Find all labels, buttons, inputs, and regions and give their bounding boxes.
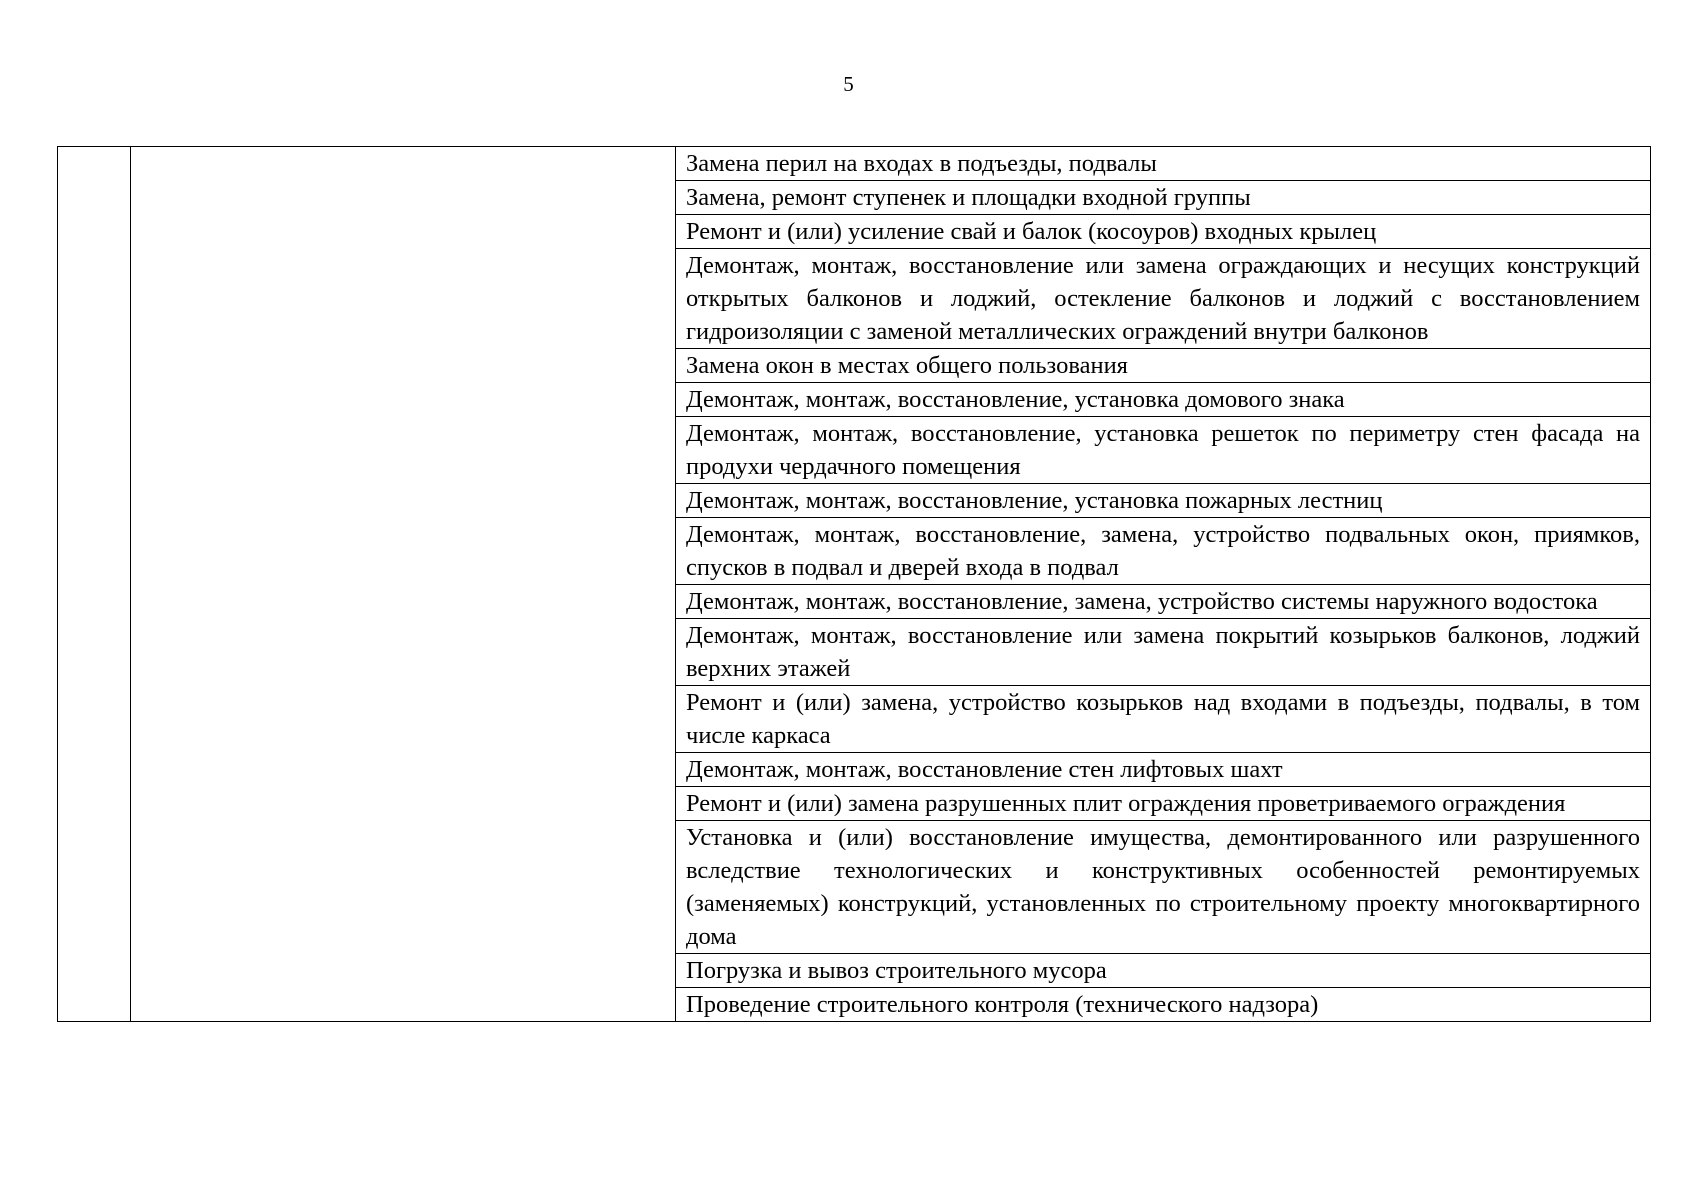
row-number-cell <box>58 147 131 1022</box>
work-item: Демонтаж, монтаж, восстановление, установка пожарных лестниц <box>676 484 1650 518</box>
work-item: Погрузка и вывоз строительного мусора <box>676 954 1650 988</box>
work-item: Демонтаж, монтаж, восстановление, установка домового знака <box>676 383 1650 417</box>
table-row <box>58 147 1651 1022</box>
work-item: Замена окон в местах общего пользования <box>676 349 1650 383</box>
works-table <box>57 146 1651 1022</box>
work-item: Ремонт и (или) замена, устройство козырьков над входами в подъезды, подвалы, в том числе каркаса <box>676 686 1650 753</box>
work-item: Ремонт и (или) замена разрушенных плит ограждения проветриваемого ограждения <box>676 787 1650 821</box>
work-types-list <box>676 147 1650 1021</box>
work-item: Проведение строительного контроля (технического надзора) <box>686 991 1319 1018</box>
work-item: Демонтаж, монтаж, восстановление или замена ограждающих и несущих конструкций открытых балконов и лоджий, остекление балконов и лоджий с восстановлением гидроизоляции с заменой металлических ограждений внутри балконов <box>676 249 1650 349</box>
work-item: Замена перил на входах в подъезды, подвалы <box>676 147 1650 181</box>
work-types-cell <box>676 147 1651 1022</box>
page-number: 5 <box>843 72 854 96</box>
work-item: Установка и (или) восстановление имущества, демонтированного или разрушенного вследствие технологических и конструктивных особенностей ремонтируемых (заменяемых) конструкций, установленных по строительному проекту многоквартирного дома <box>676 821 1650 954</box>
work-item: Замена, ремонт ступенек и площадки входной группы <box>676 181 1650 215</box>
work-item: Демонтаж, монтаж, восстановление, замена, устройство подвальных окон, приямков, спусков в подвал и дверей входа в подвал <box>676 518 1650 585</box>
work-item: Ремонт и (или) усиление свай и балок (косоуров) входных крылец <box>676 215 1650 249</box>
work-item: Демонтаж, монтаж, восстановление стен лифтовых шахт <box>676 753 1650 787</box>
work-item: Демонтаж, монтаж, восстановление, замена, устройство системы наружного водостока <box>676 585 1650 619</box>
object-name-cell <box>131 147 676 1022</box>
work-item: Демонтаж, монтаж, восстановление или замена покрытий козырьков балконов, лоджий верхних этажей <box>676 619 1650 686</box>
work-item: Демонтаж, монтаж, восстановление, установка решеток по периметру стен фасада на продухи чердачного помещения <box>676 417 1650 484</box>
